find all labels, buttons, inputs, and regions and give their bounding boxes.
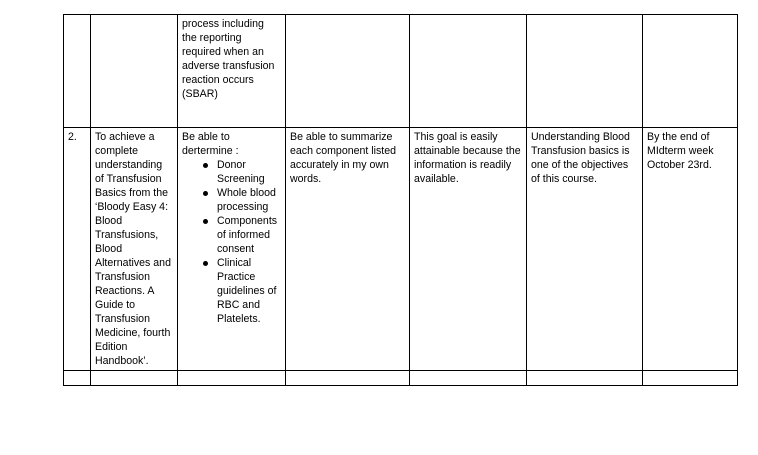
bullet-item: Whole blood processing xyxy=(182,186,281,214)
cell-timely-empty xyxy=(643,15,738,128)
cell-measurable-empty xyxy=(286,15,410,128)
cell-specific xyxy=(178,128,286,371)
cell-empty xyxy=(286,371,410,386)
cell-relevant-empty xyxy=(527,15,643,128)
specific-continued-text: process including the reporting required when an adverse transfusion reaction occurs (SBAR) xyxy=(182,18,275,100)
cell-attainable xyxy=(410,128,527,371)
cell-number xyxy=(64,128,91,371)
cell-empty xyxy=(643,371,738,386)
cell-attainable-empty xyxy=(410,15,527,128)
cell-relevant xyxy=(527,128,643,371)
cell-goal-empty xyxy=(91,15,178,128)
specific-bullet-list xyxy=(182,158,281,326)
cell-timely xyxy=(643,128,738,371)
cell-empty xyxy=(64,371,91,386)
measurable-text: Be able to summarize each component listed accurately in my own words. xyxy=(290,131,397,185)
cell-number-empty xyxy=(64,15,91,128)
cell-empty xyxy=(178,371,286,386)
specific-intro: Be able to dertermine : xyxy=(182,131,239,157)
table-row-continued xyxy=(64,15,738,128)
cell-empty xyxy=(527,371,643,386)
relevant-text: Understanding Blood Transfusion basics is one of the objectives of this course. xyxy=(531,131,630,185)
goal-text: To achieve a complete understanding of Transfusion Basics from the ‘Bloody Easy 4: Blood Transfusions, Blood Alternatives and Transfusion Reactions. A Guide to Transfusion Medicine, fourth Edition Handbook’. xyxy=(95,131,171,367)
bullet-item: Clinical Practice guidelines of RBC and Platelets. xyxy=(182,256,281,326)
table-row-empty xyxy=(64,371,738,386)
attainable-text: This goal is easily attainable because the information is readily available. xyxy=(414,131,521,185)
cell-specific-continued xyxy=(178,15,286,128)
bullet-item: Donor Screening xyxy=(182,158,281,186)
table-row-goal-2 xyxy=(64,128,738,371)
smart-goals-table xyxy=(63,14,738,386)
cell-goal xyxy=(91,128,178,371)
cell-empty xyxy=(91,371,178,386)
bullet-item: Components of informed consent xyxy=(182,214,281,256)
cell-empty xyxy=(410,371,527,386)
timely-text: By the end of MIdterm week October 23rd. xyxy=(647,131,714,171)
goal-number: 2. xyxy=(68,131,77,143)
cell-measurable xyxy=(286,128,410,371)
